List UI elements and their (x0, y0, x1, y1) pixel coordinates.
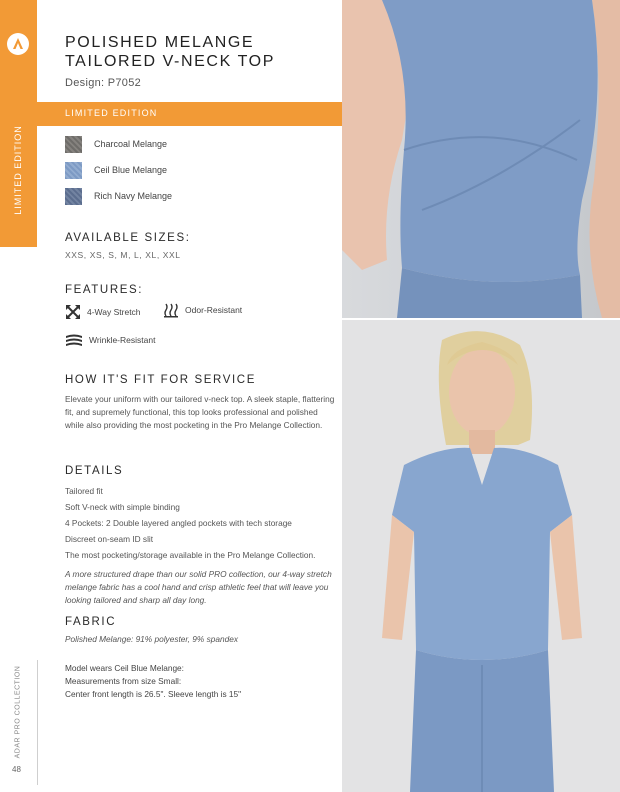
feature-label: Odor-Resistant (185, 305, 243, 315)
list-item: Soft V-neck with simple binding (65, 502, 180, 512)
sizes-heading: AVAILABLE SIZES: (65, 232, 191, 244)
details-note: A more structured drape than our solid PRO collection, our 4-way stretch melange fabric has a cool hand and crisp athletic feel that will leave you looking tailored and sharp all day long. (65, 569, 332, 605)
adar-logo-icon (7, 33, 29, 55)
rich-navy-swatch (65, 188, 82, 205)
model-note-line: Measurements from size Small: (65, 676, 182, 686)
feature-odor (163, 302, 242, 318)
fit-heading: HOW IT'S FIT FOR SERVICE (65, 374, 256, 386)
color-swatch-item[interactable] (65, 157, 172, 183)
collection-footer-label: ADAR PRO COLLECTION (14, 665, 22, 759)
model-notes (65, 662, 340, 701)
color-swatch-list (65, 131, 172, 209)
swatch-label: Ceil Blue Melange (94, 165, 168, 175)
model-photo (342, 320, 620, 792)
swatch-label: Charcoal Melange (94, 139, 168, 149)
page-number: 48 (12, 765, 21, 774)
list-item: Tailored fit (65, 486, 103, 496)
feature-wrinkle (65, 333, 155, 347)
feature-label: 4-Way Stretch (87, 307, 141, 317)
limited-edition-bar (37, 102, 342, 126)
design-code: Design: P7052 (65, 77, 142, 89)
swatch-label: Rich Navy Melange (94, 191, 173, 201)
details-heading: DETAILS (65, 465, 124, 477)
sizes-list: XXS, XS, S, M, L, XL, XXL (65, 250, 181, 260)
limited-edition-side-tab (0, 0, 37, 247)
fit-description: Elevate your uniform with our tailored v-neck top. A sleek staple, flattering fit, and supremely functional, this top looks professional and polished while also providing the most pocketing in the Pro Melange Collection. (65, 394, 335, 430)
list-item: The most pocketing/storage available in the Pro Melange Collection. (65, 550, 316, 560)
color-swatch-item[interactable] (65, 131, 172, 157)
footer-divider (37, 660, 38, 785)
color-swatch-item[interactable] (65, 183, 172, 209)
charcoal-swatch (65, 136, 82, 153)
product-title-line1: POLISHED MELANGE (65, 34, 255, 51)
product-title (65, 33, 340, 71)
stretch-arrows-icon (65, 304, 81, 320)
model-note-line: Model wears Ceil Blue Melange: (65, 663, 184, 673)
product-detail-photo (342, 0, 620, 318)
side-tab-label: LIMITED EDITION (13, 125, 23, 215)
product-title-line2: TAILORED V-NECK TOP (65, 53, 276, 70)
wrinkle-stack-icon (65, 333, 83, 347)
features-heading: FEATURES: (65, 284, 144, 296)
feature-label: Wrinkle-Resistant (89, 335, 156, 345)
details-list (65, 485, 340, 565)
ceil-blue-swatch (65, 162, 82, 179)
odor-waves-icon (163, 302, 179, 318)
limited-edition-label: LIMITED EDITION (65, 108, 158, 118)
fabric-heading: FABRIC (65, 616, 117, 628)
list-item: 4 Pockets: 2 Double layered angled pockets with tech storage (65, 518, 292, 528)
feature-stretch (65, 304, 141, 320)
model-note-line: Center front length is 26.5". Sleeve length is 15" (65, 689, 242, 699)
fabric-composition: Polished Melange: 91% polyester, 9% spandex (65, 634, 238, 644)
list-item: Discreet on-seam ID slit (65, 534, 154, 544)
